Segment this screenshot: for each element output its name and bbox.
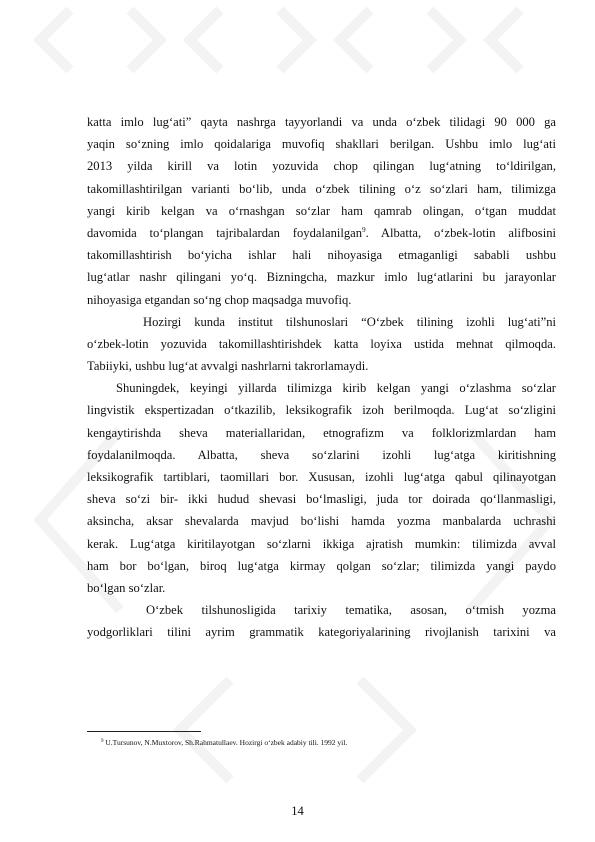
text-line-content: leksikografik tartiblari, taomillari bor. Xususan, izohli lug‘atga qabul qilinayotgan	[87, 470, 556, 484]
text-line	[87, 244, 556, 266]
text-line-content: Hozirgi kunda institut tilshunoslari “O‘zbek tilining izohli lug‘ati”ni	[143, 314, 556, 329]
text-line-content: O‘zbek tilshunosligida tarixiy tematika, asosan, o‘tmish yozma	[146, 603, 556, 618]
text-line-content: yaqin so‘zning imlo qoidalariga muvofiq shakllari berilgan. Ushbu imlo lug‘ati	[87, 137, 556, 152]
text-line-content: o‘zbek-lotin yozuvida takomillashtirishdek katta loyixa ustida mehnat qilmoqda.	[87, 336, 556, 351]
text-line	[87, 111, 556, 133]
text-line-content: 2013 yilda kirill va lotin yozuvida chop qilingan lug‘atning to‘ldirilgan,	[87, 159, 556, 174]
text-line	[87, 155, 556, 177]
text-line	[87, 266, 556, 288]
text-line-content: Shuningdek, keyingi yillarda tilimizga kirib kelgan yangi o‘zlashma so‘zlar	[116, 381, 556, 396]
text-line	[87, 200, 556, 222]
text-line	[87, 466, 556, 488]
text-line-content: foydalanilmoqda. Albatta, sheva so‘zlarini izohli lug‘atga kiritishning	[87, 447, 556, 462]
text-line-content: Tabiiyki, ushbu lug‘at avvalgi nashrlarni takrorlamaydi.	[87, 359, 369, 374]
text-line	[87, 133, 556, 155]
text-line-content: aksincha, aksar shevalarda mavjud bo‘lishi hamda yozma manbalarda uchrashi	[87, 514, 556, 529]
text-line-continuation: . Albatta, o‘zbek-lotin alifbosini	[365, 225, 556, 240]
text-line-content: takomillashtirish bo‘yicha ishlar hali nihoyasiga etmaganligi sababli ushbu	[87, 248, 556, 263]
text-line	[87, 488, 556, 510]
text-line	[87, 621, 556, 643]
text-line	[87, 577, 556, 599]
text-line-content: kerak. Lug‘atga kiritilayotgan so‘zlarni ikkiga ajratish mumkin: tilimizda avval	[87, 536, 556, 551]
text-line-content: yangi kirib kelgan va o‘rnashgan so‘zlar ham qamrab olingan, o‘tgan muddat	[87, 203, 556, 218]
text-line	[87, 333, 556, 355]
text-line	[87, 599, 556, 621]
text-line	[87, 377, 556, 399]
text-line-content: yodgorliklari tilini ayrim grammatik kategoriyalarining rivojlanish tarixini va	[87, 625, 556, 640]
text-line-content: lingvistik ekspertizadan o‘tkazilib, leksikografik izoh berilmoqda. Lug‘at so‘zligini	[87, 403, 556, 418]
footnote-reference: 9	[362, 225, 366, 234]
text-line	[87, 178, 556, 200]
text-line	[87, 222, 556, 244]
text-line	[87, 555, 556, 577]
text-line-content: katta imlo lug‘ati” qayta nashrga tayyorlandi va unda o‘zbek tilidagi 90 000 ga	[87, 115, 556, 129]
footnote	[101, 738, 347, 747]
text-line-content: ham bor bo‘lgan, biroq lug‘atga kirmay qolgan so‘zlar; tilimizda yangi paydo	[87, 558, 556, 573]
text-line	[87, 422, 556, 444]
text-line-content: davomida to‘plangan tajribalardan foydalanilgan	[87, 225, 363, 240]
body-text	[87, 111, 556, 644]
text-line-content: kengaytirishda sheva materiallaridan, etnografizm va folklorizmlardan ham	[87, 425, 556, 440]
page-number: 14	[291, 804, 304, 818]
text-line	[87, 510, 556, 532]
text-line-content: lug‘atlar nashr qilingani yo‘q. Bizningcha, mazkur imlo lug‘atlarini bu jarayonlar	[87, 270, 556, 285]
text-line-content: bo‘lgan so‘zlar.	[87, 580, 166, 595]
text-line-content: nihoyasiga etgandan so‘ng chop maqsadga muvofiq.	[87, 292, 352, 307]
footnote-separator	[87, 731, 201, 732]
text-line	[87, 533, 556, 555]
text-line-content: takomillashtirilgan varianti bo‘lib, unda o‘zbek tilining o‘z so‘zlari ham, tilimizga	[87, 181, 556, 196]
text-line	[87, 289, 556, 311]
footnote-text: U.Tursunov, N.Muxtorov, Sh.Rahmatullaev. Hozirgi o‘zbek adabiy tili. 1992 yil.	[105, 738, 348, 747]
text-line	[87, 399, 556, 421]
text-line	[87, 444, 556, 466]
text-line-content: sheva so‘zi bir- ikki hudud shevasi bo‘lmasligi, juda tor doirada qo‘llanmasligi,	[87, 492, 556, 507]
footnote-marker: 9	[101, 739, 104, 744]
text-line	[87, 355, 556, 377]
text-line	[87, 311, 556, 333]
